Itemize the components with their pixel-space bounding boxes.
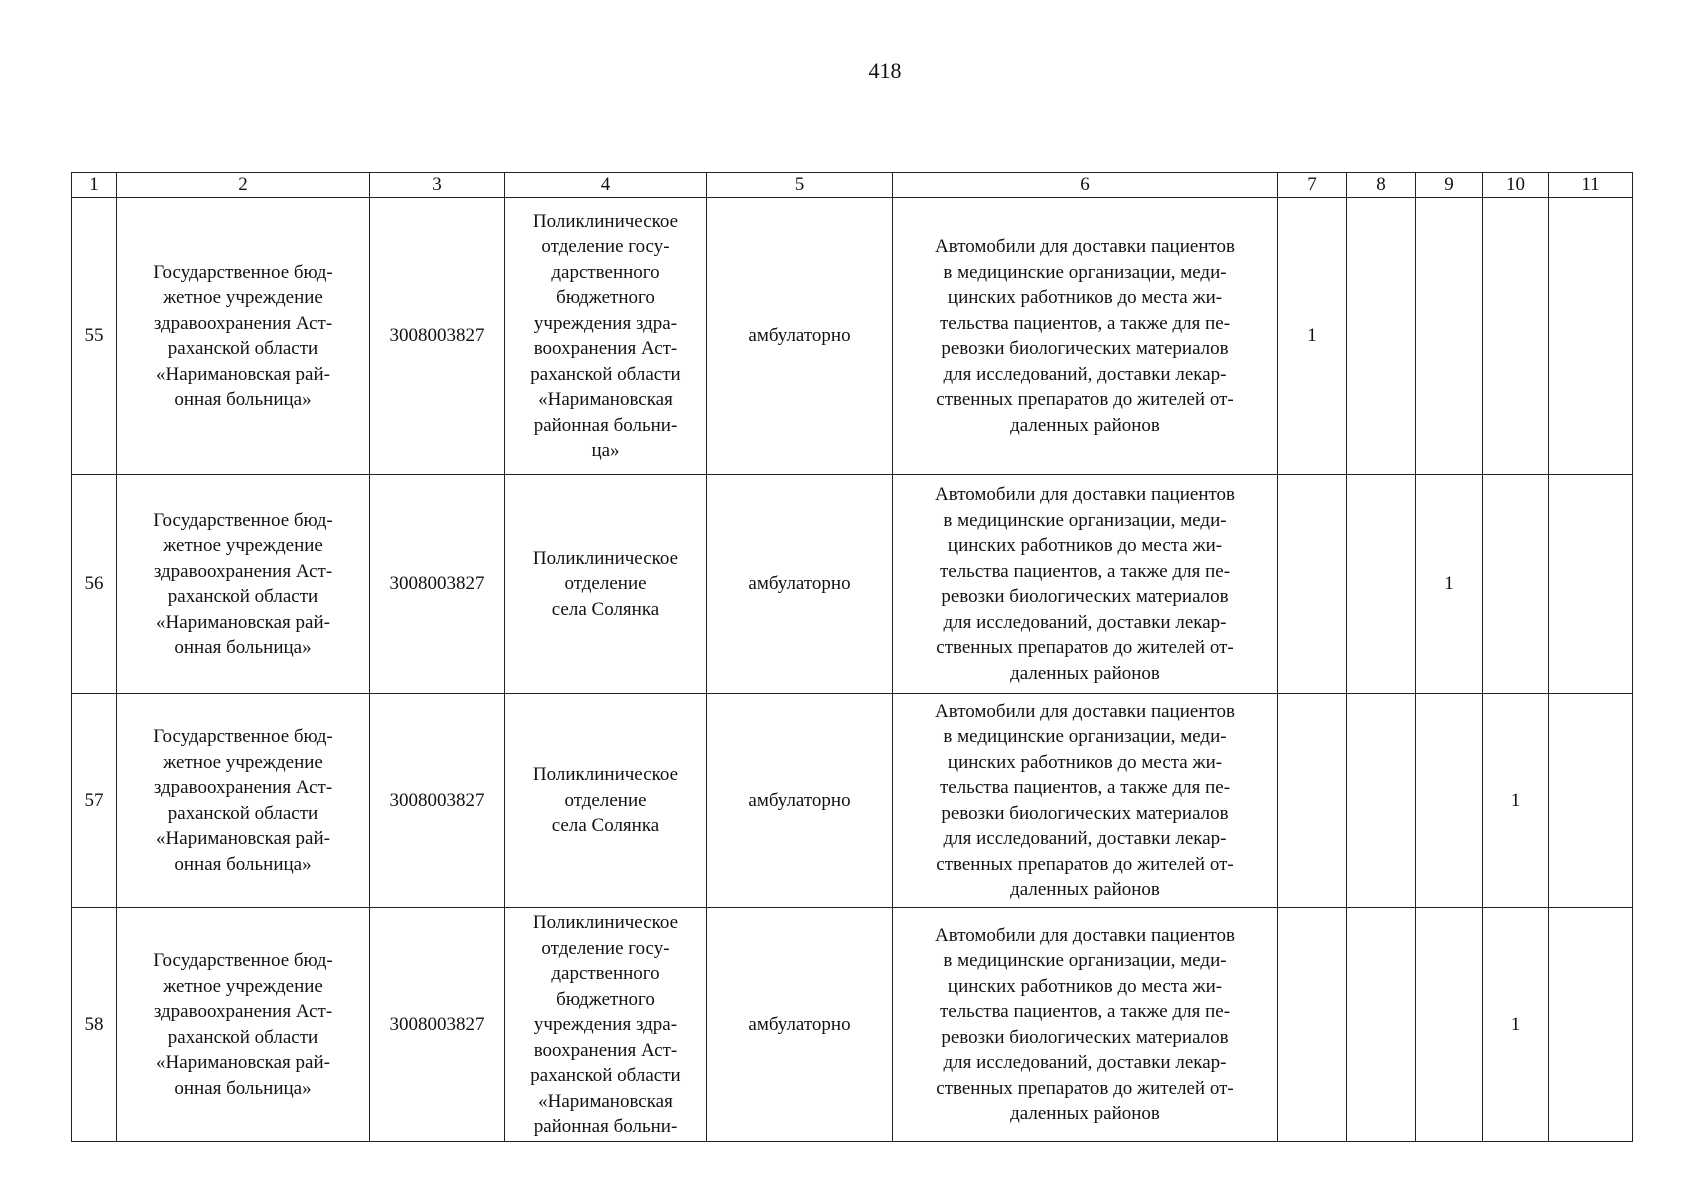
organization-name: Государственное бюд- жетное учреждение здравоохранения Аст- раханской области «Наримановская рай- онная больница» <box>117 198 370 475</box>
column-number: 10 <box>1483 173 1549 198</box>
count-col-11 <box>1549 694 1633 908</box>
column-number: 1 <box>72 173 117 198</box>
care-form: амбулаторно <box>707 908 893 1142</box>
column-number: 4 <box>505 173 707 198</box>
table-row <box>72 198 1633 475</box>
column-number: 5 <box>707 173 893 198</box>
count-col-10 <box>1483 475 1549 694</box>
page-number: 418 <box>868 58 902 83</box>
count-col-11 <box>1549 198 1633 475</box>
subdivision-name: Поликлиническое отделение села Солянка <box>505 694 707 908</box>
column-number-row <box>72 173 1633 198</box>
count-col-8 <box>1347 694 1416 908</box>
count-col-10: 1 <box>1483 694 1549 908</box>
count-col-9: 1 <box>1416 475 1483 694</box>
care-form: амбулаторно <box>707 198 893 475</box>
count-col-10 <box>1483 198 1549 475</box>
data-table <box>71 172 1633 1142</box>
vehicle-purpose: Автомобили для доставки пациентов в медицинские организации, меди- цинских работников до места жи- тельства пациентов, а также для пе- ревозки биологических материалов для исследований, доставки лекар- ственных препаратов до жителей от- даленных районов <box>893 475 1278 694</box>
row-number: 57 <box>72 694 117 908</box>
vehicle-purpose: Автомобили для доставки пациентов в медицинские организации, меди- цинских работников до места жи- тельства пациентов, а также для пе- ревозки биологических материалов для исследований, доставки лекар- ственных препаратов до жителей от- даленных районов <box>893 198 1278 475</box>
organization-name: Государственное бюд- жетное учреждение здравоохранения Аст- раханской области «Наримановская рай- онная больница» <box>117 908 370 1142</box>
column-number: 8 <box>1347 173 1416 198</box>
count-col-9 <box>1416 908 1483 1142</box>
count-col-7 <box>1278 908 1347 1142</box>
subdivision-name: Поликлиническое отделение госу- дарственного бюджетного учреждения здра- воохранения Аст- раханской области «Наримановская районная больни- ца» <box>505 198 707 475</box>
count-col-9 <box>1416 198 1483 475</box>
care-form: амбулаторно <box>707 694 893 908</box>
inn-value: 3008003827 <box>370 475 505 694</box>
inn-value: 3008003827 <box>370 198 505 475</box>
column-number: 7 <box>1278 173 1347 198</box>
column-number: 9 <box>1416 173 1483 198</box>
count-col-7 <box>1278 475 1347 694</box>
column-number: 3 <box>370 173 505 198</box>
table-row <box>72 475 1633 694</box>
inn-value: 3008003827 <box>370 908 505 1142</box>
count-col-11 <box>1549 908 1633 1142</box>
organization-name: Государственное бюд- жетное учреждение здравоохранения Аст- раханской области «Наримановская рай- онная больница» <box>117 475 370 694</box>
count-col-8 <box>1347 475 1416 694</box>
subdivision-name: Поликлиническое отделение госу- дарственного бюджетного учреждения здра- воохранения Аст- раханской области «Наримановская районная больни- <box>505 908 707 1142</box>
vehicle-purpose: Автомобили для доставки пациентов в медицинские организации, меди- цинских работников до места жи- тельства пациентов, а также для пе- ревозки биологических материалов для исследований, доставки лекар- ственных препаратов до жителей от- даленных районов <box>893 908 1278 1142</box>
column-number: 2 <box>117 173 370 198</box>
care-form: амбулаторно <box>707 475 893 694</box>
subdivision-name: Поликлиническое отделение села Солянка <box>505 475 707 694</box>
inn-value: 3008003827 <box>370 694 505 908</box>
row-number: 55 <box>72 198 117 475</box>
count-col-10: 1 <box>1483 908 1549 1142</box>
count-col-11 <box>1549 475 1633 694</box>
organization-name: Государственное бюд- жетное учреждение здравоохранения Аст- раханской области «Наримановская рай- онная больница» <box>117 694 370 908</box>
row-number: 58 <box>72 908 117 1142</box>
count-col-7 <box>1278 694 1347 908</box>
count-col-7: 1 <box>1278 198 1347 475</box>
table-row <box>72 908 1633 1142</box>
count-col-9 <box>1416 694 1483 908</box>
column-number: 11 <box>1549 173 1633 198</box>
table-row <box>72 694 1633 908</box>
vehicle-purpose: Автомобили для доставки пациентов в медицинские организации, меди- цинских работников до места жи- тельства пациентов, а также для пе- ревозки биологических материалов для исследований, доставки лекар- ственных препаратов до жителей от- даленных районов <box>893 694 1278 908</box>
column-number: 6 <box>893 173 1278 198</box>
count-col-8 <box>1347 908 1416 1142</box>
count-col-8 <box>1347 198 1416 475</box>
row-number: 56 <box>72 475 117 694</box>
